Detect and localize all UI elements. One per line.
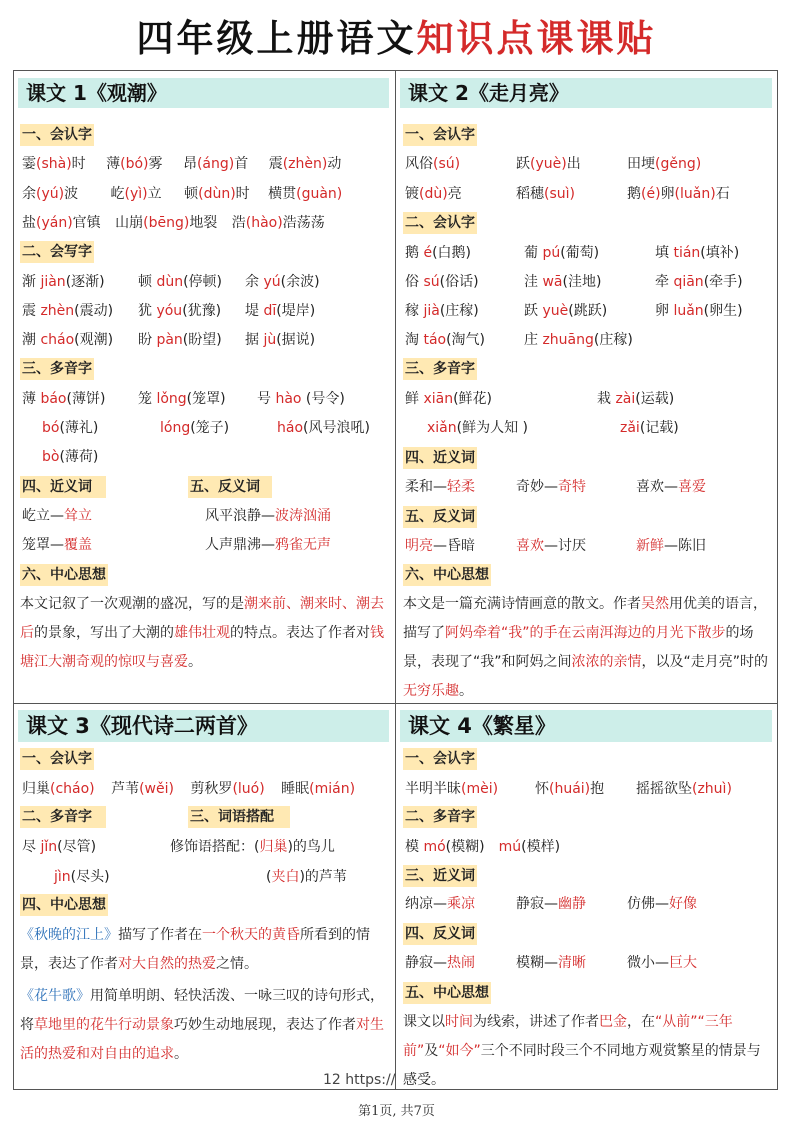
lesson2-antonym: 新鲜—陈旧 (636, 538, 706, 554)
lesson1-write-row: 渐 jiàn(逐渐) (22, 274, 105, 290)
lesson3-section-theme: 四、中心思想 (20, 894, 108, 916)
lesson4-section-synonym: 三、近义词 (403, 865, 477, 887)
lesson3-section-recognize: 一、会认字 (20, 748, 94, 770)
lesson2-section-recognize: 一、会认字 (403, 124, 477, 146)
lesson3-section-collocation: 三、词语搭配 (188, 806, 290, 828)
lesson1-polyphone-row: 笼 lǒng(笼罩) (138, 391, 226, 407)
footer-watermark-url: 12 https:// (323, 1072, 396, 1088)
column-divider (395, 70, 396, 1090)
lesson3-heading: 课文 3《现代诗二两首》 (18, 710, 389, 742)
lesson3-collocation-row: 修饰语搭配：(归巢)的鸟儿 (170, 839, 335, 855)
lesson2-word-row: 填 tián(填补) (655, 245, 740, 261)
lesson2-word-row: 卵 luǎn(卵生) (655, 303, 743, 319)
lesson2-recognize-row: 风俗(sú) (405, 156, 461, 172)
lesson2-word-row: 俗 sú(俗话) (405, 274, 479, 290)
lesson3-polyphone-row: jìn(尽头) (54, 869, 110, 885)
lesson2-antonym: 明亮—昏暗 (405, 538, 475, 554)
lesson1-theme-text: 本文记叙了一次观潮的盛况，写的是潮来前、潮来时、潮去后的景象，写出了大潮的雄伟壮观的特点。表达了作者对钱塘江大潮奇观的惊叹与喜爱。 (20, 596, 384, 670)
lesson2-word-row: 洼 wā(洼地) (524, 274, 602, 290)
lesson4-heading: 课文 4《繁星》 (400, 710, 772, 742)
lesson2-recognize-row: 跃(yuè)出 (516, 156, 581, 172)
lesson2-recognize-row: 镀(dù)亮 (405, 186, 462, 202)
lesson1-section-write: 二、会写字 (20, 241, 94, 263)
lesson2-word-row: 庄 zhuāng(庄稼) (524, 332, 633, 348)
page-number: 第1页, 共7页 (358, 1104, 435, 1119)
lesson4-section-antonym: 四、反义词 (403, 923, 477, 945)
lesson4-synonym: 仿佛—好像 (627, 896, 697, 912)
lesson1-polyphone-row: 薄 báo(薄饼) (22, 391, 106, 407)
lesson1-synonym: 笼罩—覆盖 (22, 537, 92, 553)
lesson4-polyphone-row: 模 mó(模糊) mú(模样) (405, 839, 561, 855)
lesson2-section-synonym: 四、近义词 (403, 447, 477, 469)
lesson2-polyphone-row: 栽 zài(运载) (597, 391, 675, 407)
lesson3-recognize-row: 归巢(cháo) 芦苇(wěi) 剪秋罗(luó) 睡眠(mián) (22, 781, 356, 797)
lesson2-heading: 课文 2《走月亮》 (400, 78, 772, 108)
lesson1-section-antonym: 五、反义词 (188, 476, 272, 498)
lesson4-recognize-row: 摇摇欲坠(zhuì) (636, 781, 732, 797)
page-title: 四年级上册语文知识点课课贴 (136, 17, 657, 60)
lesson2-theme-text: 本文是一篇充满诗情画意的散文。作者吴然用优美的语言，描写了阿妈牵着“我”的手在云南洱海边的月光下散步的场景，表现了“我”和阿妈之间浓浓的亲情，以及“走月亮”时的无穷乐趣。 (403, 596, 769, 699)
lesson4-section-recognize: 一、会认字 (403, 748, 477, 770)
lesson2-polyphone-row: xiǎn(鲜为人知 ) (427, 420, 529, 436)
lesson4-recognize-row: 半明半昧(mèi) (405, 781, 499, 797)
lesson1-write-row: 余 yú(余波) (245, 274, 320, 290)
lesson2-word-row: 淘 táo(淘气) (405, 332, 486, 348)
lesson1-heading: 课文 1《观潮》 (18, 78, 389, 108)
lesson1-recognize-row: 余(yú)波 屹(yì)立 顿(dùn)时 横贯(guàn) (22, 186, 343, 202)
lesson2-word-row: 葡 pú(葡萄) (524, 245, 600, 261)
lesson2-recognize-row: 田埂(gěng) (627, 156, 702, 172)
lesson3-polyphone-row: 尽 jǐn(尽管) (22, 839, 97, 855)
lesson2-section-theme: 六、中心思想 (403, 564, 491, 586)
lesson4-antonym: 模糊—清晰 (516, 955, 586, 971)
lesson2-section-recognize-2: 二、会认字 (403, 212, 477, 234)
lesson2-polyphone-row: 鲜 xiān(鲜花) (405, 391, 493, 407)
lesson1-antonym: 风平浪静—波涛汹涌 (205, 508, 331, 524)
lesson1-polyphone-row: háo(风号浪吼) (277, 420, 370, 436)
lesson1-section-synonym: 四、近义词 (20, 476, 106, 498)
lesson1-write-row: 堤 dī(堤岸) (245, 303, 316, 319)
lesson1-section-theme: 六、中心思想 (20, 564, 108, 586)
lesson4-theme-text: 课文以时间为线索，讲述了作者巴金，在“从前”“三年前”及“如今”三个不同时段三个不同地方观赏繁星的情景与感受。 (403, 1014, 761, 1088)
lesson2-recognize-row: 稻穗(suì) (516, 186, 575, 202)
lesson2-section-antonym: 五、反义词 (403, 506, 477, 528)
lesson2-word-row: 稼 jià(庄稼) (405, 303, 479, 319)
lesson1-recognize-row: 盐(yán)官镇 山崩(bēng)地裂 浩(hào)浩荡荡 (22, 215, 325, 231)
lesson2-word-row: 牵 qiān(牵手) (655, 274, 743, 290)
lesson2-antonym: 喜欢—讨厌 (516, 538, 586, 554)
lesson1-polyphone-row: bò(薄荷) (42, 449, 99, 465)
lesson1-section-recognize: 一、会认字 (20, 124, 94, 146)
lesson2-recognize-row: 鹅(é)卵(luǎn)石 (627, 186, 730, 202)
lesson4-antonym: 静寂—热闹 (405, 955, 475, 971)
lesson3-theme-text-1: 《秋晚的江上》描写了作者在一个秋天的黄昏所看到的情景，表达了作者对大自然的热爱之情。 (20, 927, 370, 972)
lesson1-antonym: 人声鼎沸—鸦雀无声 (205, 537, 331, 553)
lesson1-write-row: 潮 cháo(观潮) (22, 332, 114, 348)
lesson1-polyphone-row: lóng(笼子) (160, 420, 230, 436)
lesson2-synonym: 奇妙—奇特 (516, 479, 586, 495)
lesson1-section-polyphone: 三、多音字 (20, 358, 94, 380)
lesson4-synonym: 静寂—幽静 (516, 896, 586, 912)
lesson3-section-polyphone: 二、多音字 (20, 806, 106, 828)
lesson2-section-polyphone: 三、多音字 (403, 358, 477, 380)
lesson2-word-row: 跃 yuè(跳跃) (524, 303, 608, 319)
lesson3-theme-text-2: 《花牛歌》用简单明朗、轻快活泼、一咏三叹的诗句形式，将草地里的花牛行动景象巧妙生动地展现，表达了作者对生活的热爱和对自由的追求。 (20, 988, 384, 1062)
lesson4-recognize-row: 怀(huái)抱 (535, 781, 605, 797)
lesson1-write-row: 犹 yóu(犹豫) (138, 303, 222, 319)
lesson1-polyphone-row: 号 hào (号令) (257, 391, 345, 407)
lesson1-recognize-row: 霎(shà)时 薄(bó)雾 昂(áng)首 震(zhèn)动 (22, 156, 342, 172)
lesson4-section-theme: 五、中心思想 (403, 982, 491, 1004)
lesson1-polyphone-row: bó(薄礼) (42, 420, 99, 436)
lesson1-write-row: 据 jù(据说) (245, 332, 316, 348)
lesson3-collocation-row: (夹白)的芦苇 (266, 869, 347, 885)
lesson2-synonym: 喜欢—喜爱 (636, 479, 706, 495)
lesson2-polyphone-row: zǎi(记载) (620, 420, 679, 436)
lesson1-write-row: 盼 pàn(盼望) (138, 332, 222, 348)
lesson4-section-polyphone: 二、多音字 (403, 806, 477, 828)
lesson2-word-row: 鹅 é(白鹅) (405, 245, 472, 261)
lesson1-write-row: 顿 dùn(停顿) (138, 274, 223, 290)
lesson1-synonym: 屹立—耸立 (22, 508, 92, 524)
lesson2-synonym: 柔和—轻柔 (405, 479, 475, 495)
lesson1-write-row: 震 zhèn(震动) (22, 303, 114, 319)
lesson4-antonym: 微小—巨大 (627, 955, 697, 971)
lesson4-synonym: 纳凉—乘凉 (405, 896, 475, 912)
